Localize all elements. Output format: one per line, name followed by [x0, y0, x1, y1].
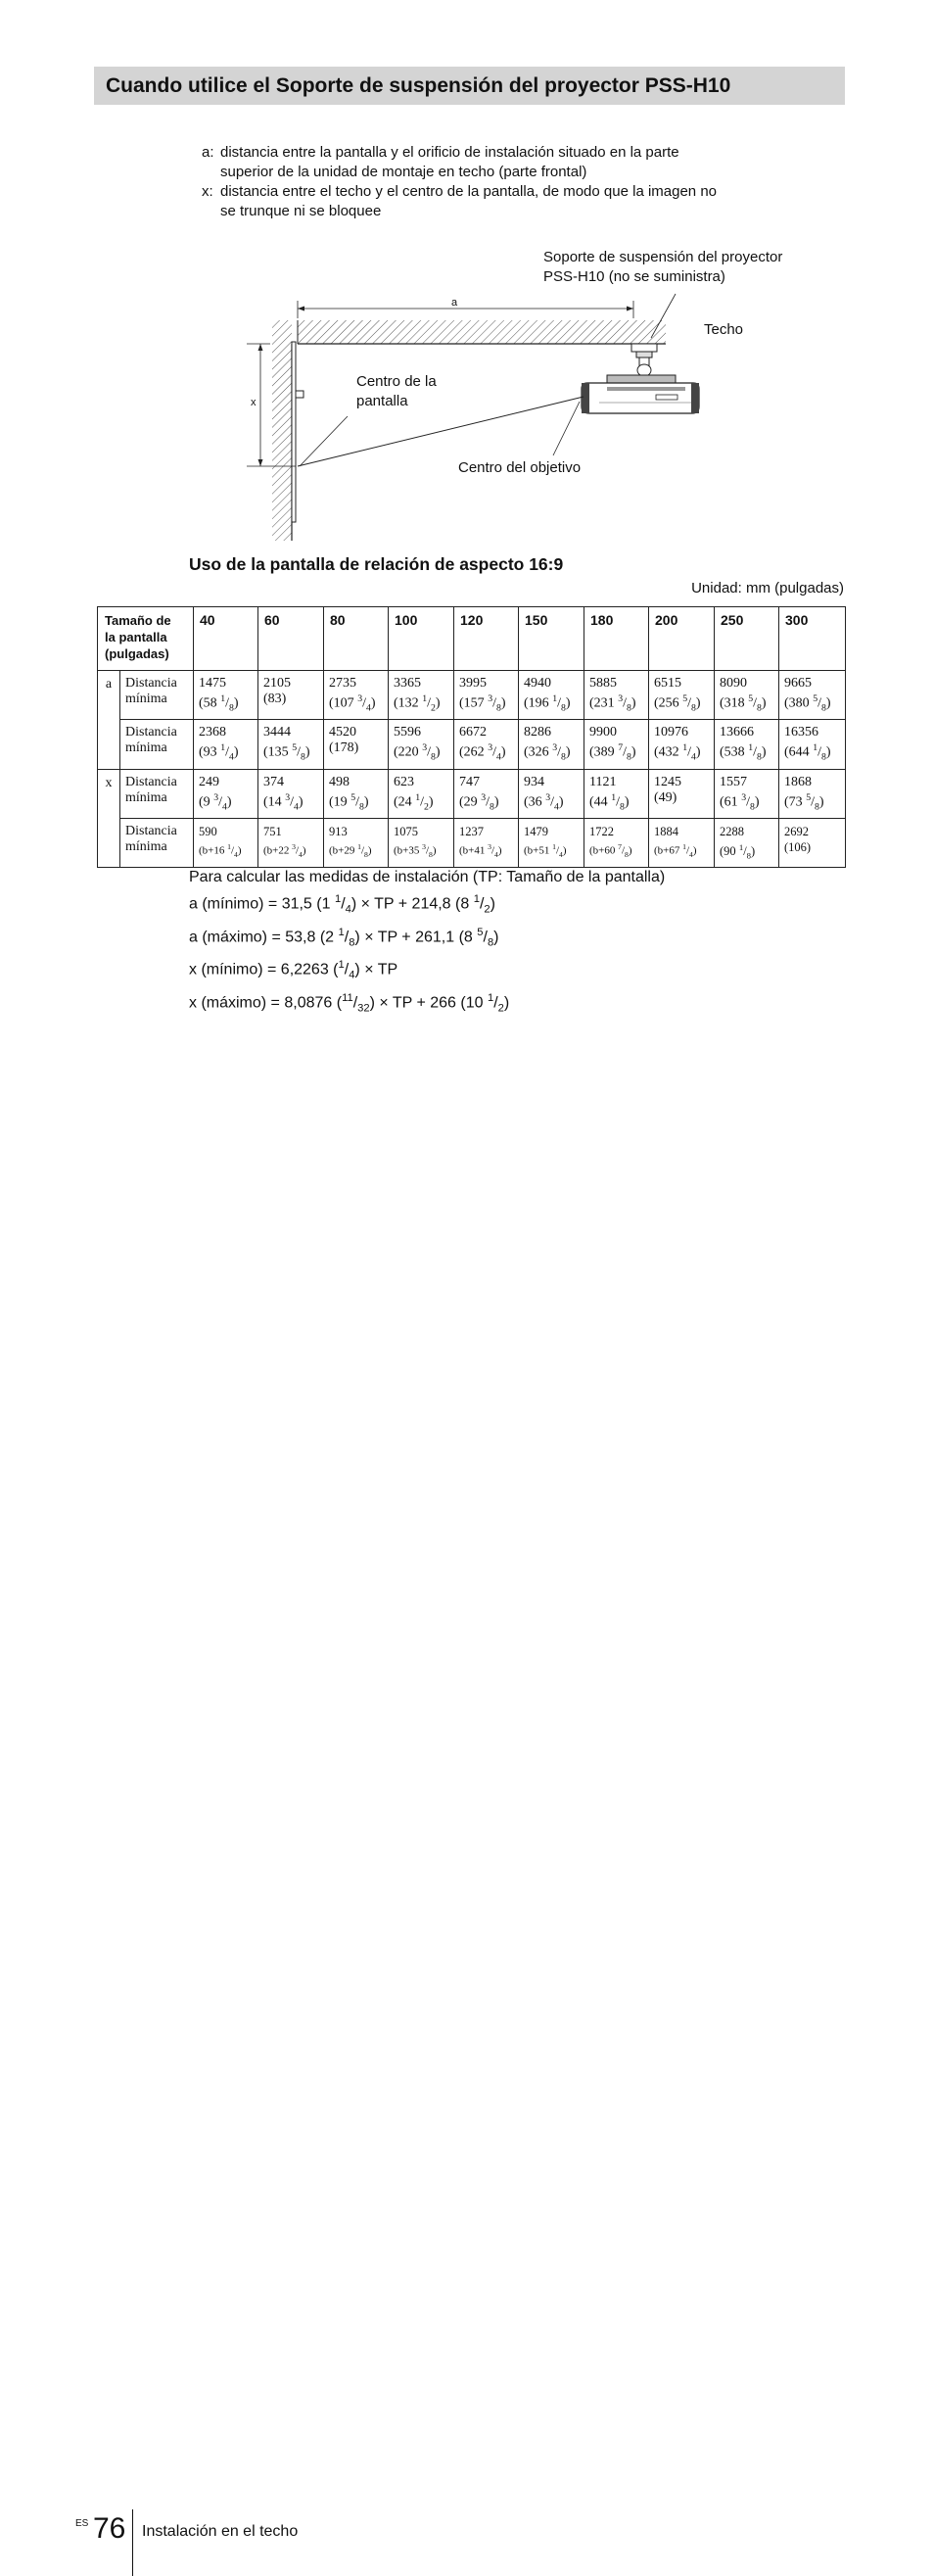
cell-mm: 13666 — [720, 725, 755, 740]
cell-mm: 3995 — [459, 676, 488, 691]
cell-inches: (220 $^3/_8$) — [394, 742, 441, 763]
table-cell — [779, 769, 846, 818]
cell-inches: (107 $^3/_4$) — [329, 693, 376, 714]
cell-inches: (389 $^7/_8$) — [589, 742, 636, 763]
cell-inches: (44 $^1/_8$) — [589, 791, 630, 813]
size-header: 200 — [649, 607, 715, 671]
table-cell — [519, 769, 584, 818]
installation-diagram — [235, 240, 842, 549]
group-x-cell: x — [98, 769, 120, 867]
table-row — [98, 819, 846, 868]
table-cell — [779, 671, 846, 720]
cell-mm: 1868 — [784, 774, 813, 789]
cell-inches: (58 $^1/_8$) — [199, 693, 239, 714]
header-screen-size — [98, 607, 194, 671]
size-header: 40 — [194, 607, 258, 671]
ceiling — [298, 320, 666, 344]
table-cell — [519, 819, 584, 868]
cell-mm: 6672 — [459, 725, 488, 740]
table-cell — [584, 671, 649, 720]
bracket-label-line-2: PSS-H10 (no se suministra) — [543, 268, 725, 285]
cell-inches: (b+60 $^7/_8$) — [589, 842, 632, 860]
row-label-line-1: Distancia — [125, 676, 177, 691]
row-label-line-2: mínima — [125, 839, 167, 855]
cell-mm: 4940 — [524, 676, 552, 691]
cell-mm: 249 — [199, 774, 220, 789]
wall — [272, 320, 292, 541]
definition-a-text: distancia entre la pantalla y el orificio de instalación situado en la parte superior de la unidad de montaje en techo (parte frontal) — [220, 144, 679, 180]
cell-mm: 498 — [329, 774, 350, 789]
size-header: 250 — [715, 607, 779, 671]
cell-inches: (9 $^3/_4$) — [199, 791, 232, 813]
cell-inches: (262 $^3/_4$) — [459, 742, 506, 763]
size-header: 300 — [779, 607, 846, 671]
size-header: 80 — [324, 607, 389, 671]
screen-center-label — [356, 372, 437, 411]
size-header: 180 — [584, 607, 649, 671]
cell-mm: 1475 — [199, 676, 227, 691]
table-cell — [194, 671, 258, 720]
table-cell — [389, 671, 454, 720]
table-cell — [258, 819, 324, 868]
cell-inches: (157 $^3/_8$) — [459, 693, 506, 714]
cell-mm: 9665 — [784, 676, 813, 691]
cell-mm: 2735 — [329, 676, 357, 691]
ceiling-mount — [631, 344, 657, 352]
cell-inches: (b+16 $^1/_4$) — [199, 842, 242, 860]
cell-mm: 3365 — [394, 676, 422, 691]
cell-inches: (29 $^3/_8$) — [459, 791, 499, 813]
cell-inches: (b+67 $^1/_4$) — [654, 842, 697, 860]
row-label-line-1: Distancia — [125, 725, 177, 740]
table-cell — [584, 720, 649, 769]
cell-mm: 1237 — [459, 825, 485, 839]
table-cell — [194, 819, 258, 868]
row-label — [120, 671, 194, 720]
table-cell — [389, 720, 454, 769]
table-row — [98, 720, 846, 769]
cell-inches: (644 $^1/_8$) — [784, 742, 831, 763]
table-cell — [454, 720, 519, 769]
table-cell — [389, 819, 454, 868]
cell-mm: 2692 — [784, 825, 810, 839]
formula-line: x (máximo) = 8,0876 $(^{11}/_{32})$ × TP + 266 (10 $^1/_2$) — [189, 991, 510, 1015]
page-title: Cuando utilice el Soporte de suspensión del proyector PSS-H10 — [94, 67, 845, 105]
cell-inches: (b+41 $^3/_4$) — [459, 842, 502, 860]
cell-inches: (b+22 $^3/_4$) — [263, 842, 306, 860]
row-label — [120, 819, 194, 868]
cell-inches: (432 $^1/_4$) — [654, 742, 701, 763]
screen — [292, 342, 296, 522]
lens-center-label: Centro del objetivo — [458, 459, 582, 476]
definition-a-key: a: — [202, 144, 214, 161]
cell-mm: 2368 — [199, 725, 227, 740]
table-cell — [715, 720, 779, 769]
cell-inches: (b+35 $^3/_8$) — [394, 842, 437, 860]
table-row — [98, 769, 846, 818]
definitions — [202, 143, 730, 221]
table-cell — [519, 671, 584, 720]
ceiling-label: Techo — [704, 321, 744, 338]
cell-mm: 1479 — [524, 825, 549, 839]
distance-table — [97, 606, 846, 868]
cell-inches: (178) — [329, 740, 359, 756]
table-cell — [454, 671, 519, 720]
formula-intro: Para calcular las medidas de instalación (TP: Tamaño de la pantalla) — [189, 869, 666, 885]
size-header: 100 — [389, 607, 454, 671]
table-cell — [715, 769, 779, 818]
table-cell — [584, 819, 649, 868]
table-cell — [324, 671, 389, 720]
cell-inches: (196 $^1/_8$) — [524, 693, 571, 714]
size-header: 150 — [519, 607, 584, 671]
table-cell — [258, 720, 324, 769]
dimension-a-label: a — [451, 297, 458, 309]
cell-mm: 913 — [329, 825, 348, 839]
formula-lines — [189, 888, 665, 1020]
cell-mm: 3444 — [263, 725, 292, 740]
cell-mm: 8286 — [524, 725, 552, 740]
cell-inches: (93 $^1/_4$) — [199, 742, 239, 763]
definition-a — [202, 143, 730, 182]
cell-inches: (318 $^5/_8$) — [720, 693, 767, 714]
row-label-line-1: Distancia — [125, 824, 177, 839]
table-row — [98, 671, 846, 720]
table-cell — [649, 720, 715, 769]
table-cell — [324, 769, 389, 818]
cell-mm: 5885 — [589, 676, 618, 691]
size-header: 60 — [258, 607, 324, 671]
cell-inches: (326 $^3/_8$) — [524, 742, 571, 763]
cell-inches: (24 $^1/_2$) — [394, 791, 434, 813]
cell-inches: (135 $^5/_8$) — [263, 742, 310, 763]
cell-inches: (61 $^3/_8$) — [720, 791, 760, 813]
cell-inches: (106) — [784, 840, 812, 855]
row-label-line-2: mínima — [125, 740, 167, 756]
cell-mm: 1884 — [654, 825, 679, 839]
size-header: 120 — [454, 607, 519, 671]
cell-mm: 5596 — [394, 725, 422, 740]
cell-mm: 6515 — [654, 676, 682, 691]
cell-mm: 9900 — [589, 725, 618, 740]
cell-mm: 747 — [459, 774, 481, 789]
bracket-label-line-1: Soporte de suspensión del proyector — [543, 249, 783, 265]
cell-inches: (83) — [263, 692, 287, 706]
row-label — [120, 769, 194, 818]
table-cell — [779, 819, 846, 868]
cell-inches: (49) — [654, 789, 677, 805]
table-cell — [649, 819, 715, 868]
row-label — [120, 720, 194, 769]
formula-line: x (mínimo) = 6,2263 $(^1/_4)$ × TP — [189, 959, 398, 981]
cell-mm: 1075 — [394, 825, 419, 839]
cell-mm: 1121 — [589, 774, 617, 789]
table-cell — [649, 671, 715, 720]
cell-inches: (231 $^3/_8$) — [589, 693, 636, 714]
table-cell — [389, 769, 454, 818]
page-footer — [0, 1254, 934, 2545]
footer-divider — [132, 2509, 133, 2576]
cell-mm: 751 — [263, 825, 282, 839]
table-cell — [324, 720, 389, 769]
cell-mm: 590 — [199, 825, 217, 839]
cell-inches: (14 $^3/_4$) — [263, 791, 304, 813]
table-cell — [454, 769, 519, 818]
formula-line: a (mínimo) = 31,5 (1 $^1/_4$) × TP + 214,8 (8 $^1/_2$) — [189, 893, 495, 916]
table-cell — [258, 671, 324, 720]
cell-inches: (538 $^1/_8$) — [720, 742, 767, 763]
row-label-line-1: Distancia — [125, 774, 177, 789]
cell-inches: (90 $^1/_8$) — [720, 842, 756, 862]
cell-mm: 374 — [263, 774, 285, 789]
cell-mm: 16356 — [784, 725, 819, 740]
table-cell — [649, 769, 715, 818]
cell-inches: (36 $^3/_4$) — [524, 791, 564, 813]
cell-mm: 2288 — [720, 825, 745, 839]
header-line-1: Tamaño de — [105, 613, 171, 628]
screen-center-line-1: Centro de la — [356, 373, 437, 390]
table-cell — [715, 819, 779, 868]
table-cell — [779, 720, 846, 769]
section-title: Uso de la pantalla de relación de aspecto 16:9 — [189, 554, 564, 574]
cell-inches: (256 $^5/_8$) — [654, 693, 701, 714]
cell-inches: (132 $^1/_2$) — [394, 693, 441, 714]
language-tag: ES — [75, 2518, 89, 2529]
cell-mm: 623 — [394, 774, 415, 789]
cell-inches: (b+29 $^1/_8$) — [329, 842, 372, 860]
page-number: 76 — [93, 2512, 126, 2545]
unit-label: Unidad: mm (pulgadas) — [691, 580, 844, 596]
cell-mm: 1557 — [720, 774, 748, 789]
cell-mm: 10976 — [654, 725, 689, 740]
footer-section-name: Instalación en el techo — [142, 2523, 299, 2540]
table-cell — [454, 819, 519, 868]
cell-inches: (19 $^5/_8$) — [329, 791, 369, 813]
table-cell — [519, 720, 584, 769]
dimension-x-label: x — [251, 397, 257, 408]
table-header-row — [98, 607, 846, 671]
definition-x — [202, 182, 730, 221]
row-label-line-2: mínima — [125, 692, 167, 706]
screen-center-line-2: pantalla — [356, 393, 408, 409]
row-label-line-2: mínima — [125, 789, 167, 805]
cell-mm: 1245 — [654, 774, 682, 789]
cell-mm: 934 — [524, 774, 545, 789]
cell-mm: 1722 — [589, 825, 615, 839]
formulas — [189, 866, 665, 1020]
definition-x-text: distancia entre el techo y el centro de la pantalla, de modo que la imagen no se trunque ni se bloquee — [220, 183, 717, 219]
table-cell — [194, 720, 258, 769]
table-cell — [715, 671, 779, 720]
cell-inches: (b+51 $^1/_4$) — [524, 842, 567, 860]
header-line-3: (pulgadas) — [105, 646, 169, 661]
table-cell — [324, 819, 389, 868]
cell-mm: 8090 — [720, 676, 748, 691]
cell-mm: 2105 — [263, 676, 292, 691]
table-cell — [194, 769, 258, 818]
definition-x-key: x: — [202, 183, 213, 200]
cell-inches: (380 $^5/_8$) — [784, 693, 831, 714]
cell-mm: 4520 — [329, 725, 357, 740]
header-line-2: la pantalla — [105, 630, 167, 644]
table-cell — [584, 769, 649, 818]
table-cell — [258, 769, 324, 818]
cell-inches: (73 $^5/_8$) — [784, 791, 824, 813]
bracket-label — [543, 248, 782, 287]
group-a-cell: a — [98, 671, 120, 770]
formula-line: a (máximo) = 53,8 (2 $^1/_8$) × TP + 261,1 (8 $^5/_8$) — [189, 926, 499, 949]
